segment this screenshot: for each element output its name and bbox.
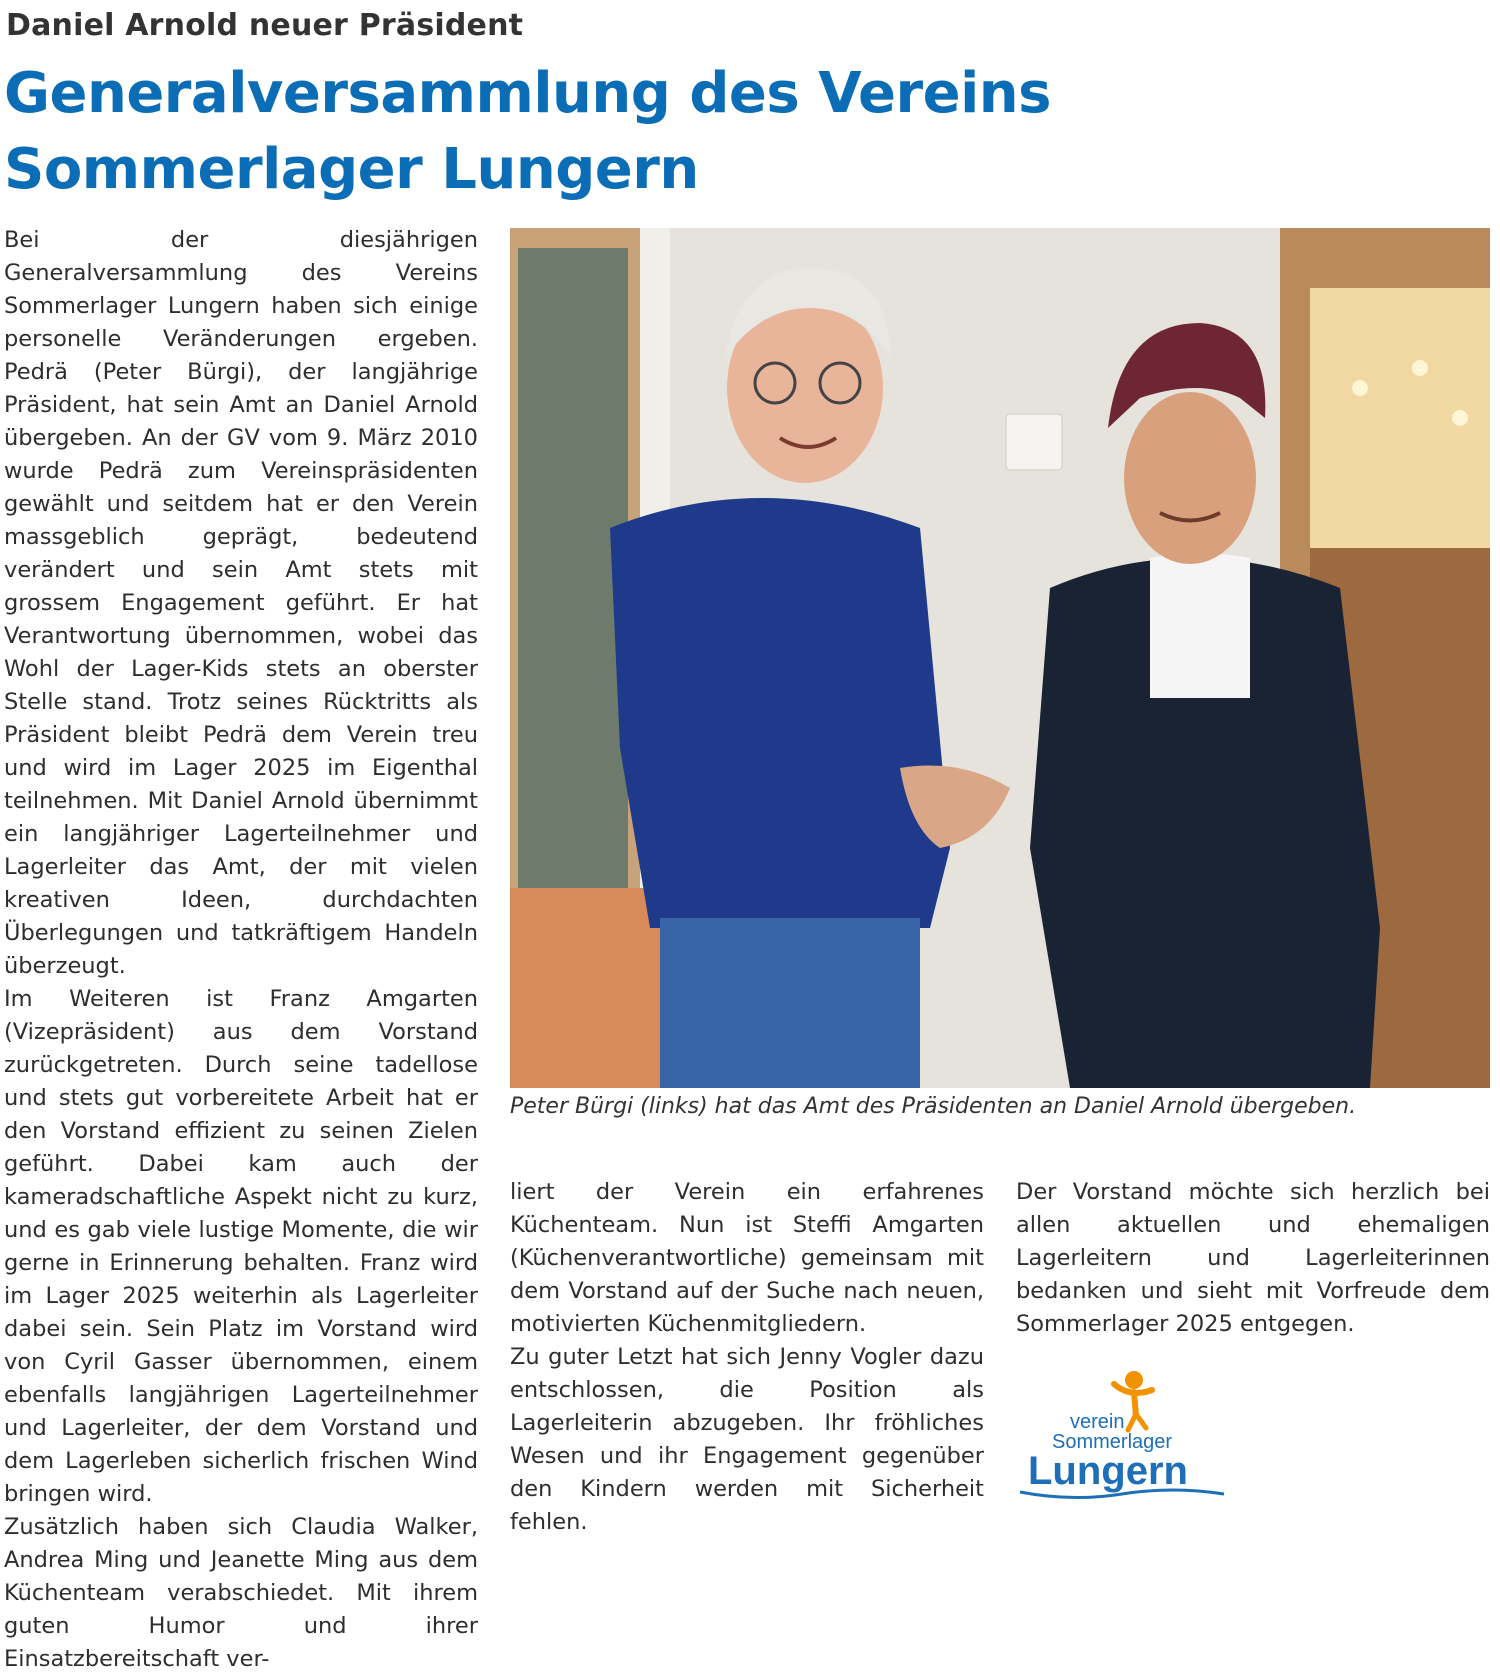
- logo-text-sommerlager: Sommerlager: [1052, 1431, 1173, 1453]
- logo-text-verein: verein: [1070, 1411, 1125, 1433]
- handshake-photo-illustration: [510, 228, 1490, 1088]
- paragraph: Bei der diesjährigen Generalversammlung des Vereins Sommerlager Lungern haben sich einige personelle Veränderungen ergeben. Pedrä (Peter Bürgi), der langjährige Präsident, hat sein Amt an Daniel Arnold übergeben. An der GV vom 9. März 2010 wurde Pedrä zum Vereinspräsidenten gewählt und seitdem hat er den Verein massgeblich geprägt, bedeutend verändert und sein Amt stets mit grossem Engagement geführt. Er hat Verantwortung übernommen, wobei das Wohl der Lager-Kids stets an oberster Stelle stand. Trotz seines Rücktritts als Präsident bleibt Pedrä dem Verein treu und wird im Lager 2025 im Eigenthal teilnehmen. Mit Daniel Arnold übernimmt ein langjähriger Lagerteilnehmer und Lagerleiter das Amt, der mit vielen kreativen Ideen, durchdachten Überlegungen und tatkräftigem Handeln überzeugt.: [4, 227, 478, 979]
- article-photo: [510, 228, 1490, 1088]
- headline-line-2: Sommerlager Lungern: [4, 137, 699, 202]
- paragraph: Im Weiteren ist Franz Amgarten (Vizepräsident) aus dem Vorstand zurückgetreten. Durch seine tadellose und stets gut vorbereitete Arbeit hat er den Vorstand effizient zu seinen Zielen geführt. Dabei kam auch der kameradschaftliche Aspekt nicht zu kurz, und es gab viele lustige Momente, die wir gerne in Erinnerung behalten. Franz wird im Lager 2025 weiterhin als Lagerleiter dabei sein. Sein Platz im Vorstand wird von Cyril Gasser übernommen, einem ebenfalls langjährigen Lagerteilnehmer und Lagerleiter, der dem Vorstand und dem Lagerleben sicherlich frischen Wind bringen wird.: [4, 986, 478, 1507]
- paragraph: liert der Verein ein erfahrenes Küchenteam. Nun ist Steffi Amgarten (Küchenverantwortliche) gemeinsam mit dem Vorstand auf der Suche nach neuen, motivierten Küchenmitgliedern.: [510, 1179, 984, 1337]
- article-headline: [4, 56, 1104, 208]
- paragraph: Der Vorstand möchte sich herzlich bei allen aktuellen und ehemaligen Lagerleitern und Lagerleiterinnen bedanken und sieht mit Vorfreude dem Sommerlager 2025 entgegen.: [1016, 1179, 1490, 1337]
- paragraph: Zusätzlich haben sich Claudia Walker, Andrea Ming und Jeanette Ming aus dem Küchenteam verabschiedet. Mit ihrem guten Humor und ihrer Einsatzbereitschaft ver-: [4, 1514, 478, 1672]
- logo-graphic: [1012, 1364, 1232, 1504]
- text-column-2: [510, 1176, 984, 1539]
- headline-line-1: Generalversammlung des Vereins: [4, 61, 1051, 126]
- paragraph: Zu guter Letzt hat sich Jenny Vogler dazu entschlossen, die Position als Lagerleiterin abzugeben. Ihr fröhliches Wesen und ihr Engagement gegenüber den Kindern werden mit Sicherheit fehlen.: [510, 1344, 984, 1535]
- text-column-1: [4, 224, 478, 1676]
- logo-text-lungern: Lungern: [1028, 1449, 1188, 1493]
- article-kicker: Daniel Arnold neuer Präsident: [6, 8, 524, 43]
- text-column-3: [1016, 1176, 1490, 1341]
- verein-sommerlager-lungern-logo: [1012, 1364, 1232, 1504]
- photo-caption: Peter Bürgi (links) hat das Amt des Präsidenten an Daniel Arnold übergeben.: [510, 1094, 1357, 1119]
